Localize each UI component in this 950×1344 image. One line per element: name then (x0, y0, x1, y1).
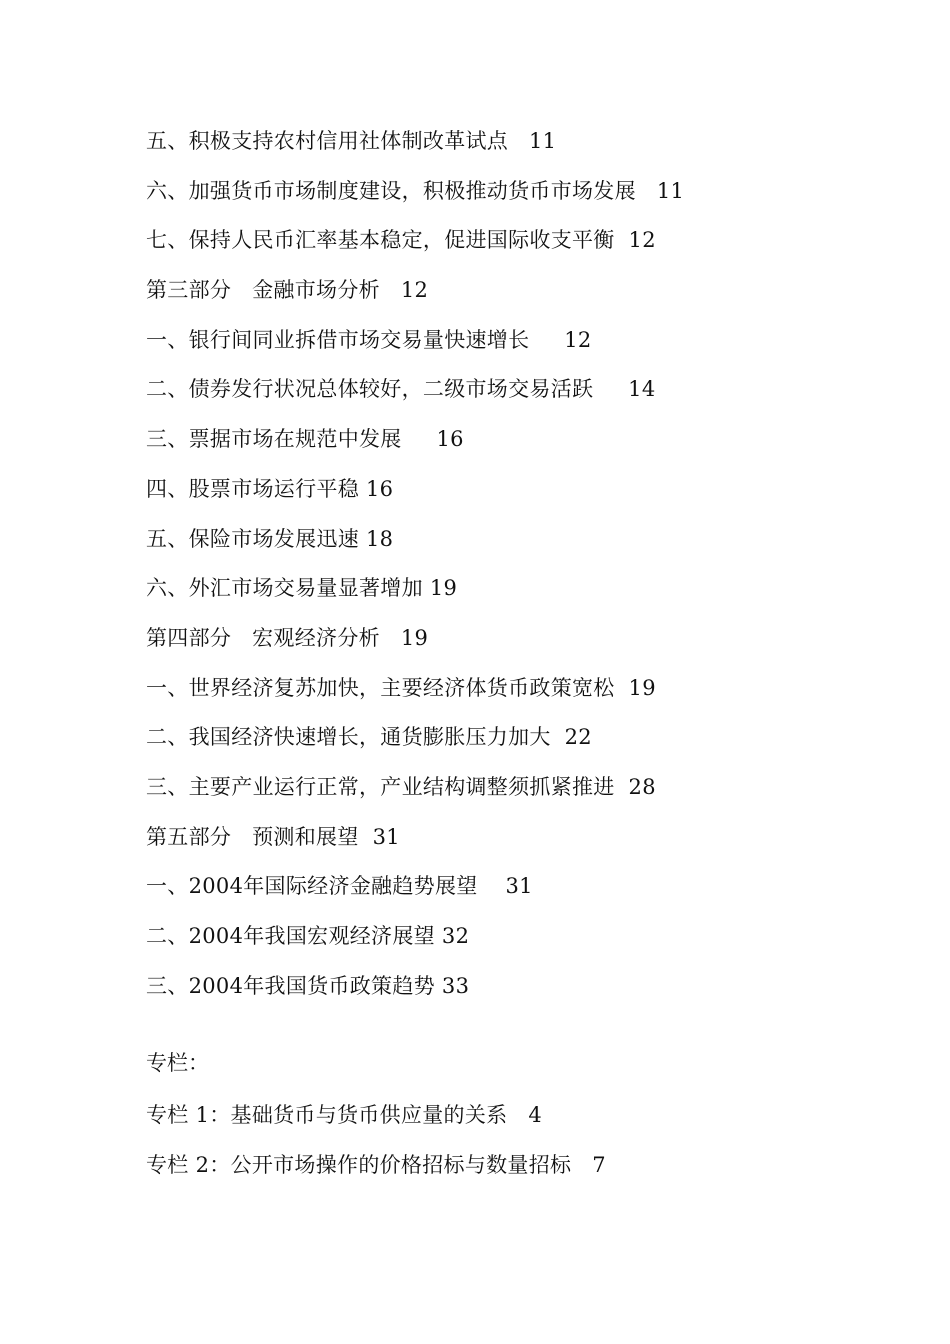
toc-entry: 五、保险市场发展迅速 18 (146, 526, 394, 551)
columns-section (146, 1046, 606, 1198)
column-entry: 专栏 2：公开市场操作的价格招标与数量招标 7 (146, 1153, 606, 1177)
toc-entry: 二、债券发行状况总体较好，二级市场交易活跃 14 (146, 377, 656, 402)
toc-entry: 一、2004年国际经济金融趋势展望 31 (146, 874, 533, 899)
toc-part-heading: 第五部分 预测和展望 31 (146, 824, 400, 849)
toc-entry: 三、2004年我国货币政策趋势 33 (146, 973, 470, 998)
columns-title: 专栏： (146, 1051, 209, 1075)
toc-entry: 六、外汇市场交易量显著增加 19 (146, 576, 458, 601)
toc-entry: 四、股票市场运行平稳 16 (146, 476, 394, 501)
toc-part-heading: 第四部分 宏观经济分析 19 (146, 625, 429, 650)
toc-entry: 六、加强货币市场制度建设，积极推动货币市场发展 11 (146, 178, 685, 203)
toc-part-heading: 第三部分 金融市场分析 12 (146, 278, 429, 303)
toc-entry: 二、我国经济快速增长，通货膨胀压力加大 22 (146, 725, 592, 750)
toc-entry: 五、积极支持农村信用社体制改革试点 11 (146, 129, 557, 153)
toc-entry: 一、世界经济复苏加快，主要经济体货币政策宽松 19 (146, 675, 656, 700)
toc-entry: 七、保持人民币汇率基本稳定，促进国际收支平衡 12 (146, 228, 656, 253)
toc-entry: 三、票据市场在规范中发展 16 (146, 427, 464, 452)
toc-entry: 一、银行间同业拆借市场交易量快速增长 12 (146, 327, 592, 352)
toc-entry: 二、2004年我国宏观经济展望 32 (146, 924, 470, 948)
table-of-contents (146, 124, 684, 1018)
toc-entry: 三、主要产业运行正常，产业结构调整须抓紧推进 28 (146, 774, 656, 799)
column-entry: 专栏 1：基础货币与货币供应量的关系 4 (146, 1103, 543, 1127)
